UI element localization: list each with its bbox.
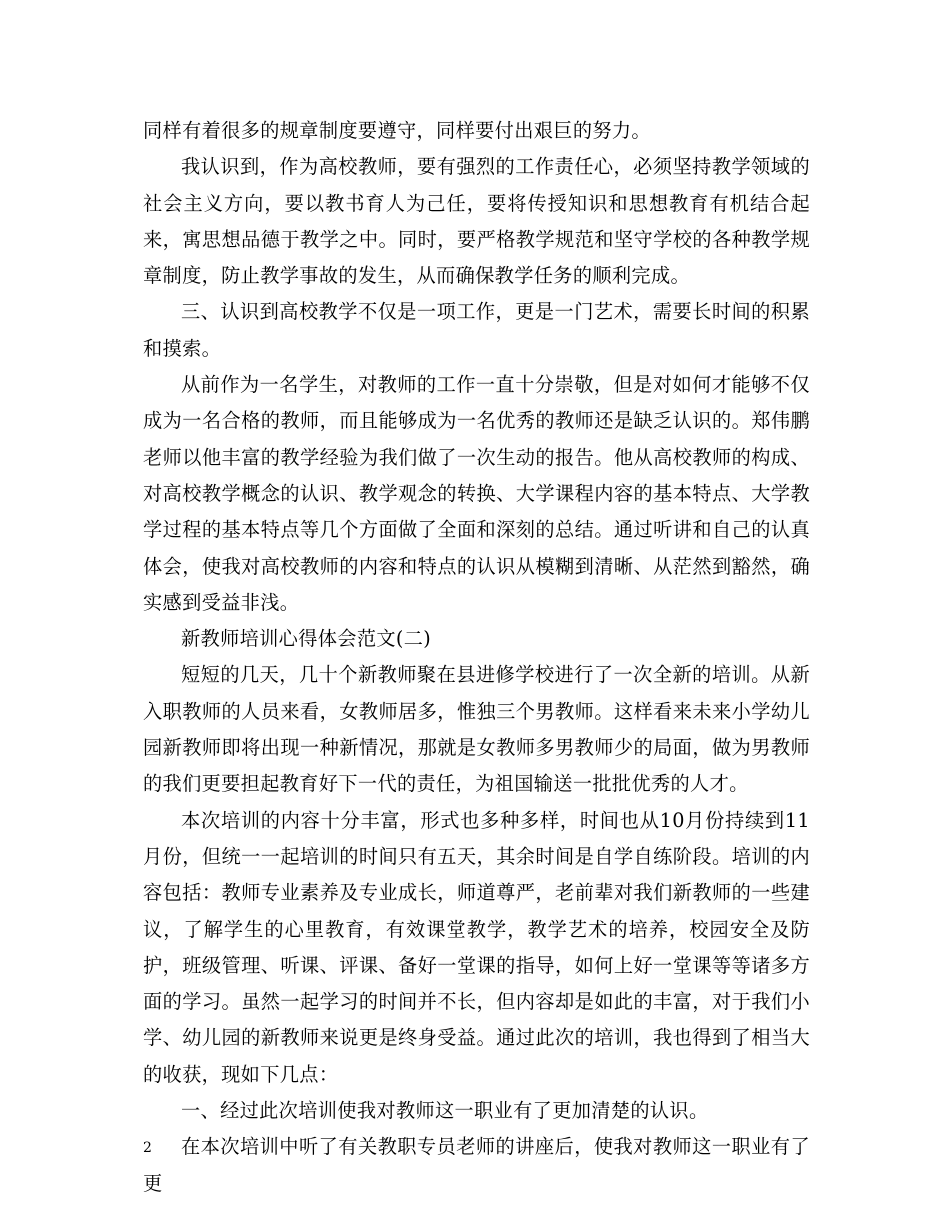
paragraph: 同样有着很多的规章制度要遵守，同样要付出艰巨的努力。: [143, 119, 651, 142]
paragraph: 我认识到，作为高校教师，要有强烈的工作责任心，必须坚持教学领域的社会主义方向，要以教书育人为己任，要将传授知识和思想教育有机结合起来，寓思想品德于教学之中。同时，要严格教学规范和坚守学校的各种教学规章制度，防止教学事故的发生，从而确保教学任务的顺利完成。: [143, 155, 810, 288]
section-heading: 一、经过此次培训使我对教师这一职业有了更加清楚的认识。: [181, 1099, 709, 1123]
paragraph: 本次培训的内容十分丰富，形式也多种多样，时间也从10月份持续到11月份，但统一一起培训的时间只有五天，其余时间是自学自练阶段。培训的内容包括：教师专业素养及专业成长，师道尊严，老前辈对我们新教师的一些建议，了解学生的心里教育，有效课堂教学，教学艺术的培养，校园安全及防护，班级管理、听课、评课、备好一堂课的指导，如何上好一堂课等等诸多方面的学习。虽然一起学习的时间并不长，但内容却是如此的丰富，对于我们小学、幼儿园的新教师来说更是终身受益。通过此次的培训，我也得到了相当大的收获，现如下几点：: [143, 808, 810, 1086]
body-text: [143, 113, 810, 1202]
page-number: 2: [143, 1140, 152, 1156]
section-heading: 三、认识到高校教学不仅是一项工作，更是一门艺术，需要长时间的积累和摸索。: [143, 300, 810, 360]
paragraph: 在本次培训中听了有关教职专员老师的讲座后，使我对教师这一职业有了更: [143, 1135, 810, 1195]
paragraph: 从前作为一名学生，对教师的工作一直十分崇敬，但是对如何才能够不仅成为一名合格的教师，而且能够成为一名优秀的教师还是缺乏认识的。郑伟鹏老师以他丰富的教学经验为我们做了一次生动的报告。他从高校教师的构成、对高校教学概念的认识、教学观念的转换、大学课程内容的基本特点、大学教学过程的基本特点等几个方面做了全面和深刻的总结。通过听讲和自己的认真体会，使我对高校教师的内容和特点的认识从模糊到清晰、从茫然到豁然，确实感到受益非浅。: [143, 373, 810, 614]
article-title: 新教师培训心得体会范文(二): [181, 627, 432, 651]
paragraph: 短短的几天，几十个新教师聚在县进修学校进行了一次全新的培训。从新入职教师的人员来看，女教师居多，惟独三个男教师。这样看来未来小学幼儿园新教师即将出现一种新情况，那就是女教师多男教师少的局面，做为男教师的我们更要担起教育好下一代的责任，为祖国输送一批批优秀的人才。: [143, 663, 810, 796]
